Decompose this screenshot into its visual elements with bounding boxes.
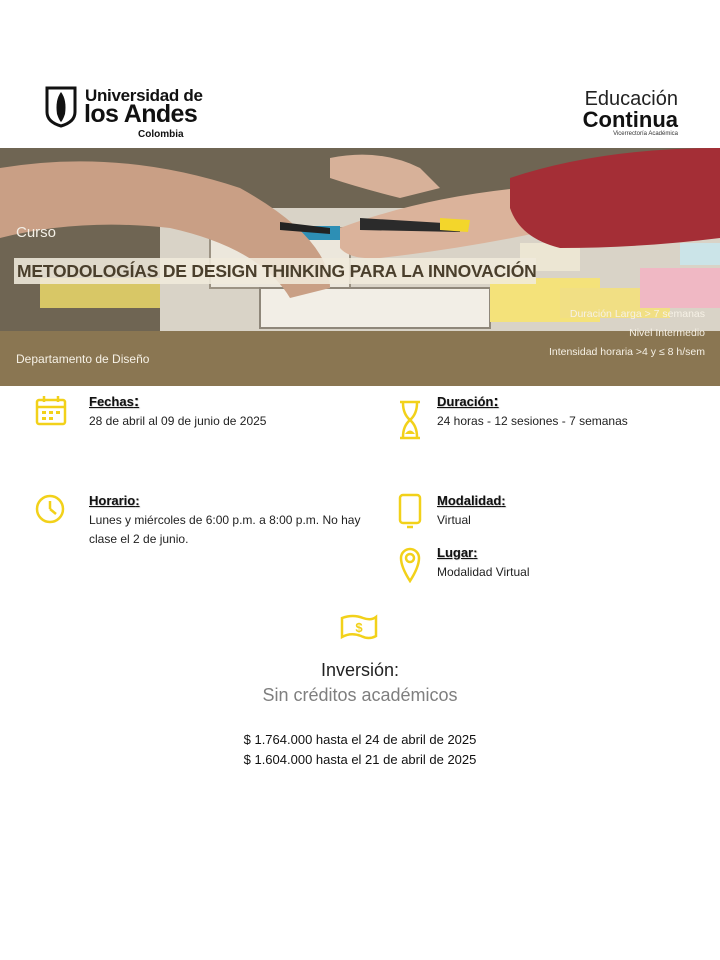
info-duracion <box>398 394 698 440</box>
course-level: Nivel Intermedio <box>629 327 705 339</box>
duracion-value: 24 horas - 12 sesiones - 7 semanas <box>437 414 628 428</box>
price-line: $ 1.764.000 hasta el 24 de abril de 2025 <box>243 732 477 747</box>
money-icon <box>339 612 379 642</box>
uniandes-shield-icon <box>44 86 78 128</box>
horario-value: Lunes y miércoles de 6:00 p.m. a 8:00 p.m. No hay clase el 2 de junio. <box>89 513 361 546</box>
horario-label: Horario: <box>89 493 140 508</box>
course-banner <box>0 148 720 386</box>
info-horario <box>34 493 374 549</box>
fechas-label: Fechas: <box>89 393 140 410</box>
course-title: METODOLOGÍAS DE DESIGN THINKING PARA LA INNOVACIÓN <box>17 261 537 281</box>
duration-type: Duración Larga > 7 semanas <box>569 308 705 320</box>
modalidad-label: Modalidad: <box>437 493 506 508</box>
department-name: Departamento de Diseño <box>16 352 150 366</box>
uniandes-logo <box>44 84 203 144</box>
price-line: $ 1.604.000 hasta el 21 de abril de 2025 <box>243 752 477 767</box>
duracion-label: Duración: <box>437 393 499 410</box>
modalidad-value: Virtual <box>437 513 471 527</box>
educ-line1: Educación <box>584 88 678 110</box>
svg-text:$: $ <box>355 620 363 635</box>
fechas-value: 28 de abril al 09 de junio de 2025 <box>89 414 267 428</box>
educ-line3: Vicerrectoría Académica <box>613 131 678 137</box>
clock-icon <box>34 493 66 525</box>
hourglass-icon <box>398 400 422 440</box>
uniandes-line3: Colombia <box>138 129 184 140</box>
educacion-continua-logo <box>568 88 678 144</box>
tablet-icon <box>398 493 422 529</box>
investment-subtitle: Sin créditos académicos <box>262 685 458 705</box>
location-pin-icon <box>398 545 422 583</box>
info-lugar <box>398 545 698 585</box>
lugar-label: Lugar: <box>437 545 478 560</box>
banner-photo <box>0 148 720 331</box>
info-modalidad <box>398 493 698 529</box>
calendar-icon <box>34 394 68 428</box>
educ-line2: Continua <box>582 107 678 132</box>
course-kicker: Curso <box>16 224 57 241</box>
uniandes-line2: los Andes <box>84 100 198 128</box>
investment-title: Inversión: <box>320 660 400 680</box>
lugar-value: Modalidad Virtual <box>437 565 530 579</box>
course-meta <box>549 305 705 362</box>
hour-intensity: Intensidad horaria >4 y ≤ 8 h/sem <box>548 346 705 358</box>
uniandes-line1: Universidad de <box>85 86 203 105</box>
info-fechas <box>34 394 354 434</box>
